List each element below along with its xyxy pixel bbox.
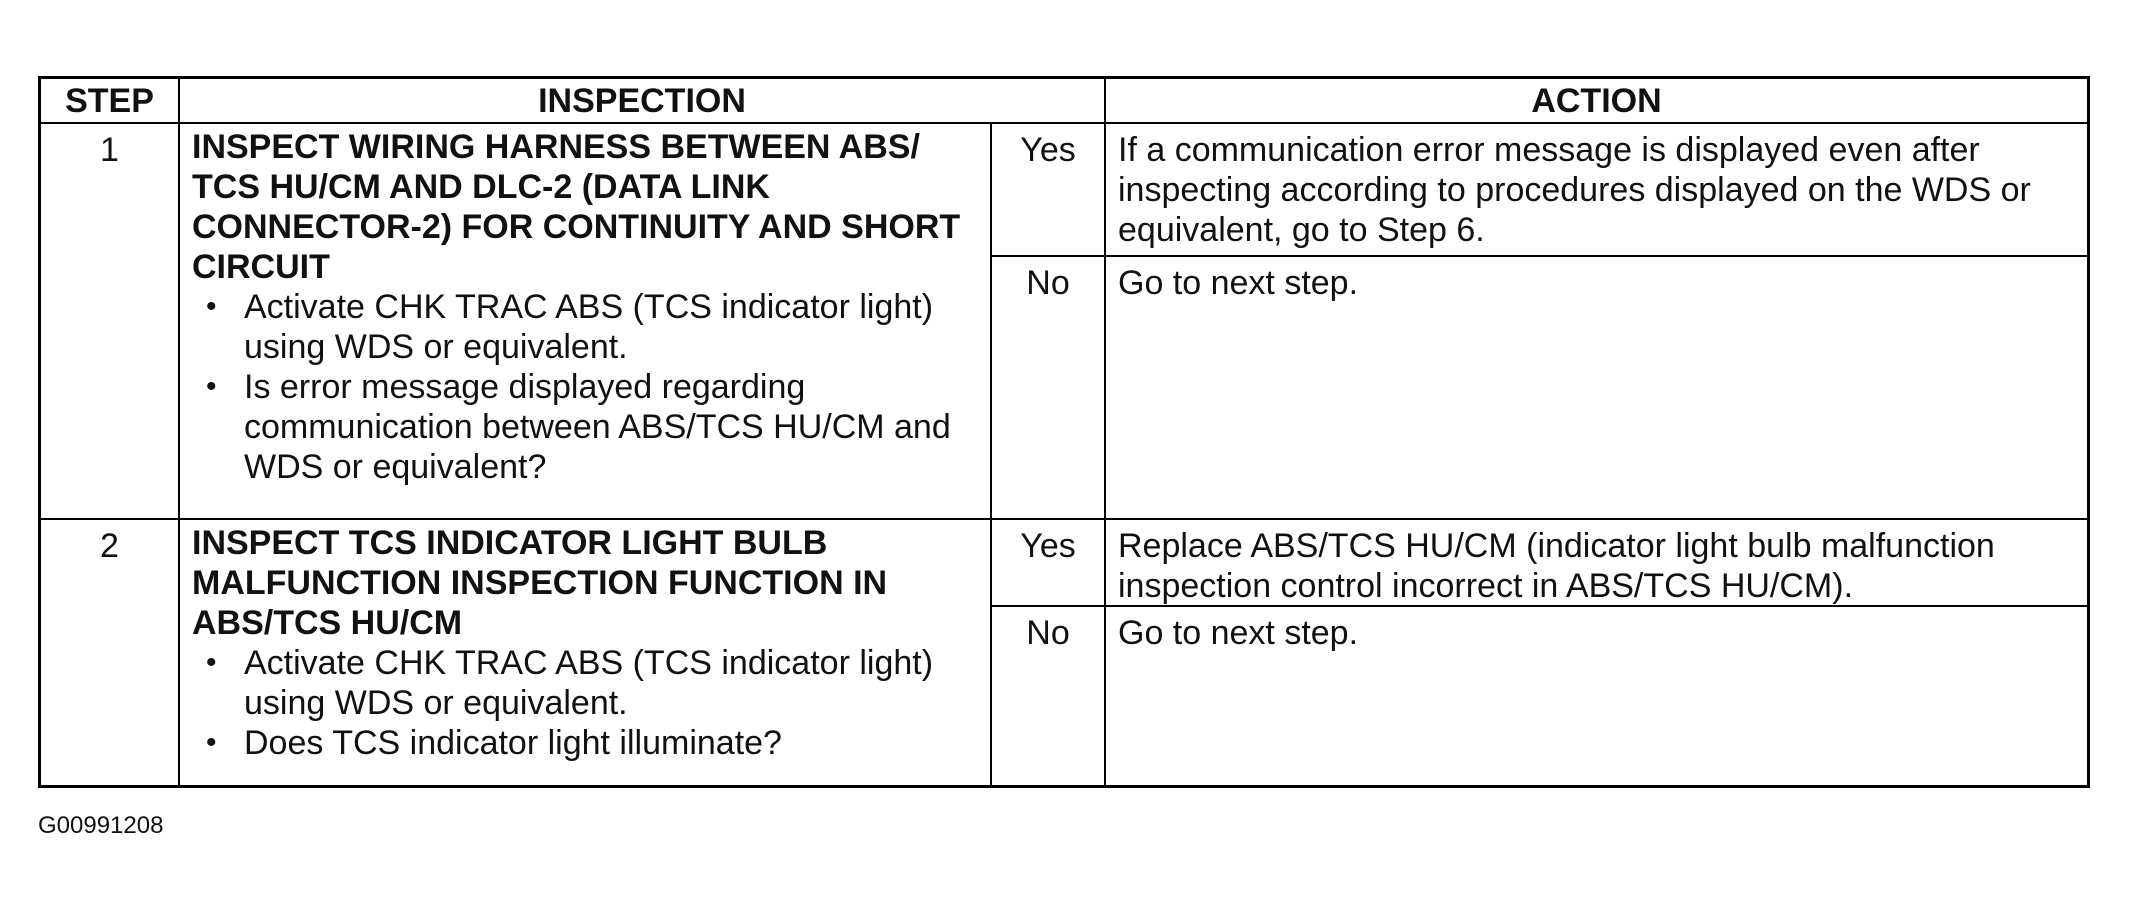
yes-label: Yes	[992, 124, 1106, 257]
step-number: 2	[41, 520, 180, 785]
inspection-cell	[180, 124, 992, 520]
inspection-bullets	[192, 643, 980, 763]
step-number: 1	[41, 124, 180, 520]
inspection-bullet: • Does TCS indicator light illuminate?	[244, 723, 980, 763]
yes-label: Yes	[992, 520, 1106, 607]
inspection-bullet: • Is error message displayed regarding communication between ABS/TCS HU/CM and WDS or equivalent?	[244, 367, 980, 487]
diagnostic-table	[38, 76, 2090, 788]
inspection-bullet: • Activate CHK TRAC ABS (TCS indicator light) using WDS or equivalent.	[244, 287, 980, 367]
header-inspection: INSPECTION	[180, 79, 1106, 124]
figure-code: G00991208	[38, 812, 164, 839]
inspection-bullet: • Activate CHK TRAC ABS (TCS indicator light) using WDS or equivalent.	[244, 643, 980, 723]
no-label: No	[992, 257, 1106, 520]
no-label: No	[992, 607, 1106, 785]
no-action: Go to next step.	[1106, 257, 2087, 520]
no-action: Go to next step.	[1118, 614, 1359, 652]
inspection-title: INSPECT WIRING HARNESS BETWEEN ABS/ TCS HU/CM AND DLC-2 (DATA LINK CONNECTOR-2) FOR CONTINUITY AND SHORT CIRCUIT	[192, 128, 961, 286]
yes-action: If a communication error message is displayed even after inspecting according to procedures displayed on the WDS or equivalent, go to Step 6.	[1106, 124, 2087, 257]
inspection-bullets	[192, 287, 980, 487]
yes-action: Replace ABS/TCS HU/CM (indicator light bulb malfunction inspection control incorrect in ABS/TCS HU/CM).	[1106, 520, 2087, 607]
inspection-title: INSPECT TCS INDICATOR LIGHT BULB MALFUNCTION INSPECTION FUNCTION IN ABS/TCS HU/CM	[192, 524, 888, 642]
header-step: STEP	[41, 79, 180, 124]
inspection-cell	[180, 520, 992, 785]
header-action: ACTION	[1106, 79, 2087, 124]
